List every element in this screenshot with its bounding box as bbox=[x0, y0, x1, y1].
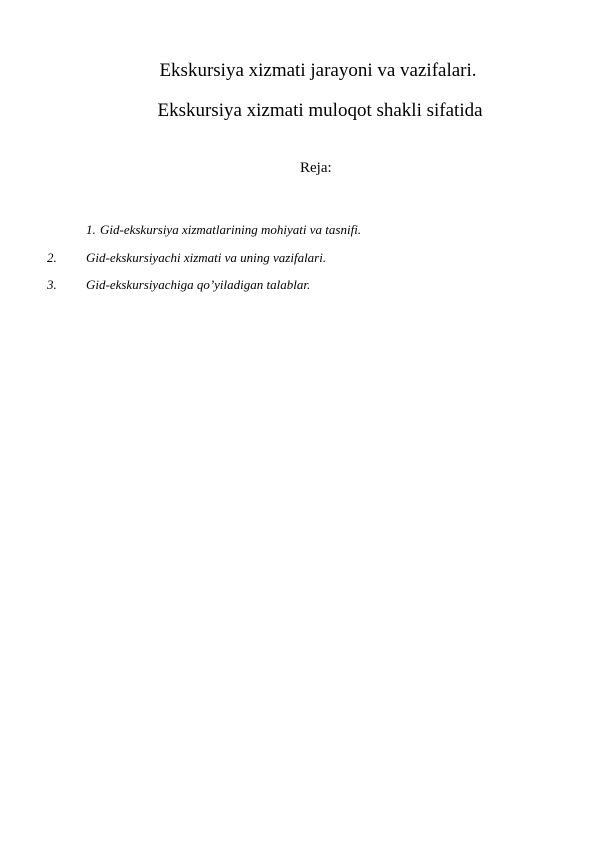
list-item-number: 3. bbox=[47, 277, 57, 292]
document-title-line-2: Ekskursiya xizmati muloqot shakli sifatida bbox=[157, 100, 483, 121]
document-title-line-1: Ekskursiya xizmati jarayoni va vazifalari. bbox=[159, 60, 477, 81]
list-item-number: 2. bbox=[47, 250, 57, 265]
list-item-text: Gid-ekskursiyachi xizmati va uning vazifalari. bbox=[86, 250, 327, 265]
list-item-number: 1. bbox=[86, 222, 96, 237]
list-item-text: Gid-ekskursiya xizmatlarining mohiyati va tasnifi. bbox=[100, 222, 362, 237]
list-item-text: Gid-ekskursiyachiga qo’yiladigan talablar. bbox=[86, 277, 311, 292]
plan-heading: Reja: bbox=[300, 160, 332, 176]
